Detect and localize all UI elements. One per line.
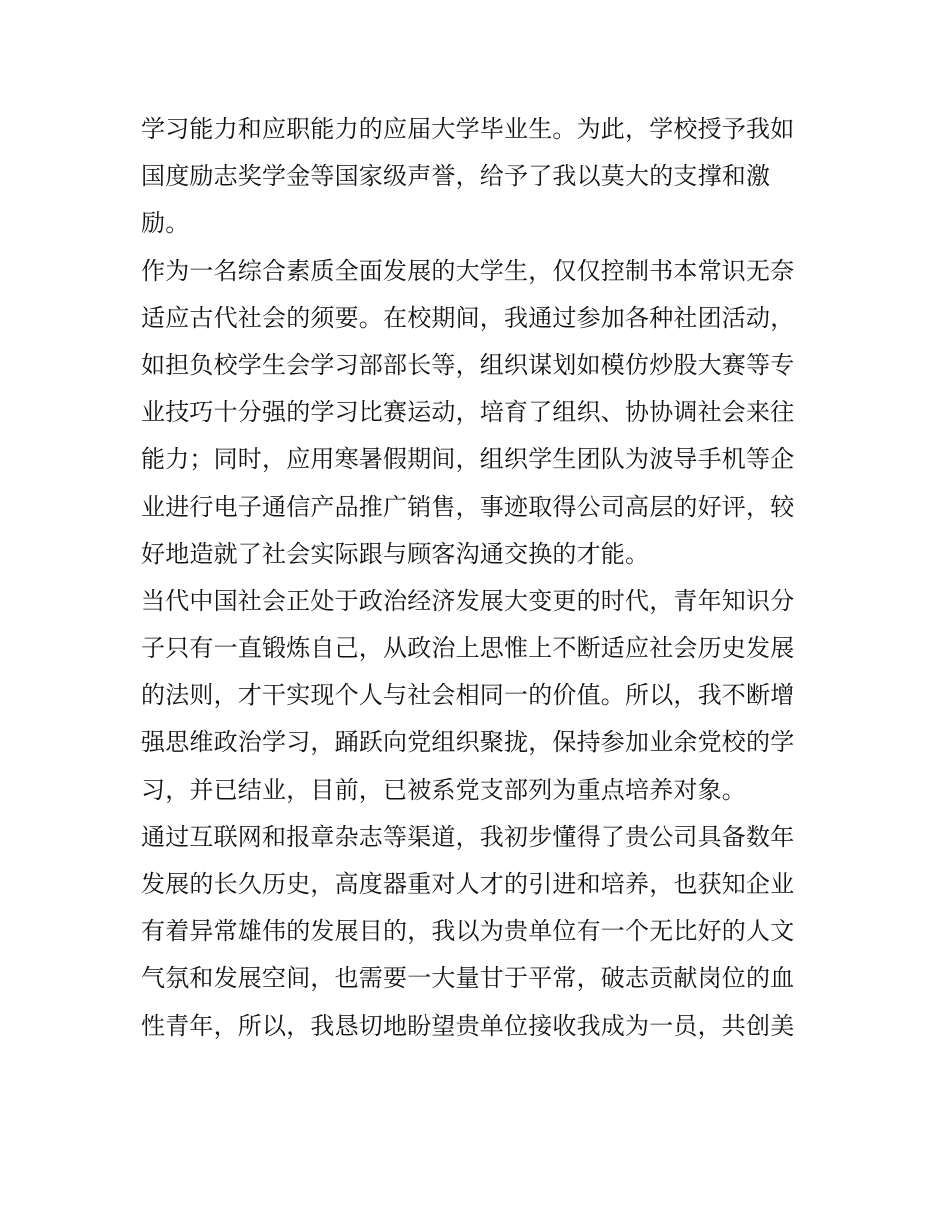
text-line: 的法则，才干实现个人与社会相同一的价值。所以，我不断增: [141, 681, 795, 710]
text-line: 业进行电子通信产品推广销售，事迹取得公司高层的好评，较: [141, 492, 795, 521]
text-line: 能力；同时，应用寒暑假期间，组织学生团队为波导手机等企: [141, 445, 795, 474]
text-line: 励。: [141, 209, 190, 238]
text-line: 性青年，所以，我恳切地盼望贵单位接收我成为一员，共创美: [141, 1011, 795, 1040]
text-line: 适应古代社会的须要。在校期间，我通过参加各种社团活动，: [141, 303, 795, 332]
text-line: 子只有一直锻炼自己，从政治上思惟上不断适应社会历史发展: [141, 634, 795, 663]
text-line: 发展的长久历史，高度器重对人才的引进和培养，也获知企业: [141, 870, 795, 898]
text-line: 作为一名综合素质全面发展的大学生，仅仅控制书本常识无奈: [141, 256, 795, 285]
text-line: 如担负校学生会学习部部长等，组织谋划如模仿炒股大赛等专: [141, 350, 795, 379]
text-line: 气氛和发展空间，也需要一大量甘于平常，破志贡献岗位的血: [141, 964, 795, 993]
text-line: 强思维政治学习，踊跃向党组织聚拢，保持参加业余党校的学: [141, 728, 795, 757]
body-text: [141, 106, 821, 1050]
text-line: 业技巧十分强的学习比赛运动，培育了组织、协协调社会来往: [141, 398, 795, 427]
text-line: 习，并已结业，目前，已被系党支部列为重点培养对象。: [141, 775, 746, 804]
text-line: 国度励志奖学金等国家级声誉，给予了我以莫大的支撑和激: [141, 162, 771, 191]
text-line: 当代中国社会正处于政治经济发展大变更的时代，青年知识分: [141, 586, 795, 615]
text-line: 学习能力和应职能力的应届大学毕业生。为此，学校授予我如: [141, 115, 795, 143]
text-line: 好地造就了社会实际跟与顾客沟通交换的才能。: [141, 539, 650, 568]
text-line: 有着异常雄伟的发展目的，我以为贵单位有一个无比好的人文: [141, 917, 795, 946]
text-line: 通过互联网和报章杂志等渠道，我初步懂得了贵公司具备数年: [141, 822, 795, 851]
